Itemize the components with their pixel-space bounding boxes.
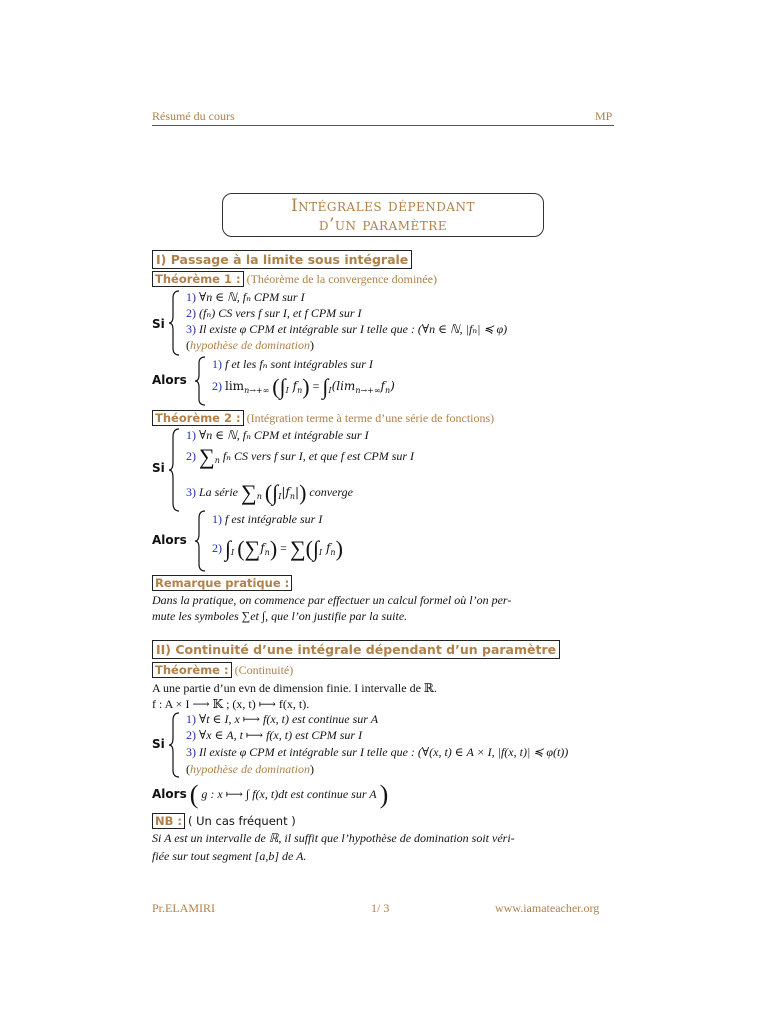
th2-result2-num: 2) bbox=[212, 540, 222, 555]
section2-title: II) Continuité d’une intégrale dépendant d’un paramètre bbox=[152, 640, 560, 659]
theorem2-name: (Intégration terme à terme d’une série de fonctions) bbox=[246, 411, 495, 425]
th1-alors-brace bbox=[194, 356, 208, 406]
th2-cond2-num: 2) bbox=[186, 448, 196, 463]
th2-cond3-text-b: converge bbox=[309, 484, 353, 499]
th1-si: Si bbox=[152, 317, 165, 331]
th3-cond1-text: ∀t ∈ I, x ⟼ f(x, t) est continue sur A bbox=[199, 712, 379, 726]
theorem2-label: Théorème 2 : bbox=[152, 410, 244, 426]
nb-line2: fiée sur tout segment [a,b] de A. bbox=[152, 849, 307, 863]
nb-line1: Si A est un intervalle de ℝ, il suffit que l’hypothèse de domination soit véri- bbox=[152, 831, 515, 845]
title-line1: Intégrales dépendant bbox=[290, 196, 476, 216]
th1-result1-text: f et les fₙ sont intégrables sur I bbox=[225, 357, 373, 371]
th2-result1 bbox=[212, 512, 322, 527]
theorem1-name: (Théorème de la convergence dominée) bbox=[246, 272, 437, 286]
th2-alors: Alors bbox=[152, 533, 187, 547]
th1-cond3-text: Il existe φ CPM et intégrable sur I telle que : (∀n ∈ ℕ, |fₙ| ≼ φ) bbox=[199, 322, 508, 336]
th1-cond1-num: 1) bbox=[186, 290, 196, 304]
th1-cond3-num: 3) bbox=[186, 322, 196, 336]
th3-cond3-text: Il existe φ CPM et intégrable sur I telle que : (∀(x, t) ∈ A × I, |f(x, t)| ≼ φ(t)) bbox=[199, 745, 569, 759]
theorem1-heading bbox=[152, 272, 437, 287]
th2-cond3: 3) La série $\sum_n$ $(\int_I|f_n|)$ converge bbox=[186, 480, 353, 505]
th2-si: Si bbox=[152, 461, 165, 475]
th2-result1-text: f est intégrable sur I bbox=[225, 512, 323, 526]
th1-cond1-text: ∀n ∈ ℕ, fₙ CPM sur I bbox=[199, 290, 305, 304]
header-left: Résumé du cours bbox=[152, 109, 235, 123]
th2-cond2-text: fₙ CS vers f sur I, et que f est CPM sur I bbox=[222, 448, 415, 463]
th2-cond1 bbox=[186, 428, 369, 443]
th1-cond2-num: 2) bbox=[186, 306, 196, 320]
section1-title: I) Passage à la limite sous intégrale bbox=[152, 250, 412, 269]
th2-cond2: 2) $\sum_n$ fₙ CS vers f sur I, et que f est CPM sur I bbox=[186, 444, 415, 469]
page-title bbox=[222, 193, 544, 237]
th3-cond1-num: 1) bbox=[186, 712, 196, 726]
th2-result2: 2) $\int_I$ $(\sum f_n) = \sum(\int_I$ $f_n$) bbox=[212, 536, 343, 561]
th3-alors: Alors bbox=[152, 786, 187, 801]
th1-cond3 bbox=[186, 322, 507, 337]
th2-cond1-num: 1) bbox=[186, 428, 196, 442]
s2-line2: f : A × I ⟶ 𝕂 ; (x, t) ⟼ f(x, t). bbox=[152, 697, 310, 711]
remark-line1: Dans la pratique, on commence par effectuer un calcul formel où l’on per- bbox=[152, 593, 512, 607]
th3-alors-text: g : x ⟼ ∫ f(x, t)dt est continue sur A bbox=[201, 786, 377, 801]
th3-si: Si bbox=[152, 737, 165, 751]
th3-cond2-text: ∀x ∈ A, t ⟼ f(x, t) est CPM sur I bbox=[199, 728, 363, 742]
th1-result2: 2) $\lim_{n\to+\infty} (\int_I$ $f_n) = \int_I(\lim_{n\to+\infty}f_n)$ bbox=[212, 374, 395, 399]
th1-si-brace bbox=[168, 290, 182, 356]
remark-label: Remarque pratique : bbox=[152, 575, 292, 591]
th3-cond2-num: 2) bbox=[186, 728, 196, 742]
footer-website[interactable]: www.iamateacher.org bbox=[495, 901, 600, 915]
th1-cond4: (hypothèse de domination) bbox=[186, 338, 314, 352]
nb-label: NB : bbox=[152, 813, 185, 829]
th2-cond3-num: 3) bbox=[186, 484, 196, 499]
th1-alors: Alors bbox=[152, 373, 187, 387]
s2-line1: A une partie d’un evn de dimension finie. I intervalle de ℝ. bbox=[152, 681, 437, 695]
nb-name: ( Un cas fréquent ) bbox=[188, 814, 296, 828]
nb-heading bbox=[152, 814, 296, 829]
th3-si-brace bbox=[168, 712, 182, 778]
th3-cond3-num: 3) bbox=[186, 745, 196, 759]
header-rule bbox=[152, 125, 614, 126]
th2-cond1-text: ∀n ∈ ℕ, fₙ CPM et intégrable sur I bbox=[199, 428, 369, 442]
th1-cond2 bbox=[186, 306, 362, 321]
th3-cond1 bbox=[186, 712, 378, 727]
theorem3-label: Théorème : bbox=[152, 662, 232, 678]
footer-author: Pr.ELAMIRI bbox=[152, 901, 215, 915]
theorem2-heading bbox=[152, 411, 494, 426]
th3-alors-line: Alors ( g : x ⟼ ∫ f(x, t)dt est continue sur A ) bbox=[152, 780, 389, 809]
th3-cond3 bbox=[186, 745, 568, 760]
th2-alors-brace bbox=[194, 510, 208, 572]
th1-cond2-text: (fₙ) CS vers f sur I, et f CPM sur I bbox=[199, 306, 362, 320]
remark-line2: mute les symboles ∑et ∫, que l’on justifie par la suite. bbox=[152, 609, 408, 623]
th3-cond4: (hypothèse de domination) bbox=[186, 762, 314, 776]
th3-cond2 bbox=[186, 728, 362, 743]
theorem1-label: Théorème 1 : bbox=[152, 271, 244, 287]
remark-heading bbox=[152, 576, 292, 591]
th2-si-brace bbox=[168, 428, 182, 512]
footer-page: 1/ 3 bbox=[371, 901, 390, 915]
th1-result1 bbox=[212, 357, 373, 372]
th2-cond3-text-a: La série bbox=[199, 484, 238, 499]
th1-cond1 bbox=[186, 290, 305, 305]
theorem3-name: (Continuité) bbox=[234, 663, 294, 677]
th1-result1-num: 1) bbox=[212, 357, 222, 371]
th2-result1-num: 1) bbox=[212, 512, 222, 526]
header-right: MP bbox=[595, 109, 613, 123]
theorem3-heading bbox=[152, 663, 293, 678]
th3-domination-note: hypothèse de domination bbox=[190, 762, 310, 776]
th1-result2-num: 2) bbox=[212, 378, 222, 393]
th1-domination-note: hypothèse de domination bbox=[190, 338, 310, 352]
title-line2: d’un paramètre bbox=[318, 215, 448, 235]
